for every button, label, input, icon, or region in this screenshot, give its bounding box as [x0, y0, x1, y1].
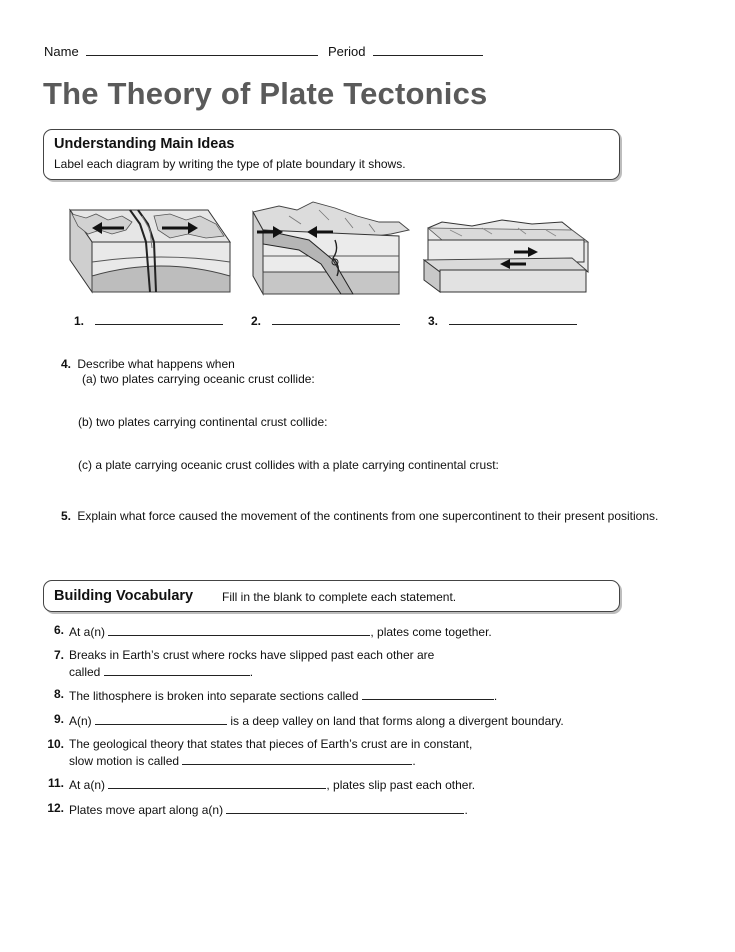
vocab-6-number: 6.: [53, 623, 64, 637]
vocab-9-blank[interactable]: [95, 712, 227, 725]
vocab-9-number: 9.: [53, 712, 64, 726]
vocab-6: At a(n) , plates come together.: [69, 625, 492, 639]
section-heading: Building Vocabulary: [54, 588, 194, 604]
diagram-label-2: 2.: [251, 312, 400, 328]
vocab-12-number: 12.: [47, 801, 64, 815]
diagram-answer-1[interactable]: [95, 312, 223, 325]
understanding-main-ideas-box: [43, 129, 620, 180]
name-period-header: [44, 43, 483, 59]
vocab-7-number: 7.: [53, 648, 64, 662]
vocab-8-number: 8.: [53, 687, 64, 701]
name-field[interactable]: [86, 43, 318, 56]
vocab-11-number: 11.: [47, 776, 64, 790]
vocab-10-blank[interactable]: [182, 752, 412, 765]
vocab-7-blank[interactable]: [104, 663, 250, 676]
diagram-answer-2[interactable]: [272, 312, 400, 325]
vocab-11-blank[interactable]: [108, 776, 326, 789]
vocab-11: At a(n) , plates slip past each other.: [69, 778, 476, 792]
period-label: Period: [327, 44, 366, 59]
diagram-divergent-boundary: [66, 200, 234, 296]
vocab-6-blank[interactable]: [108, 623, 370, 636]
section-instruction: Label each diagram by writing the type of plate boundary it shows.: [54, 157, 406, 171]
diagram-convergent-boundary: [249, 200, 413, 298]
question-4b: (b) two plates carrying continental crust collide:: [78, 415, 328, 429]
name-label: Name: [44, 44, 79, 59]
section-instruction: Fill in the blank to complete each statement.: [222, 590, 457, 604]
vocab-8-blank[interactable]: [362, 687, 494, 700]
diagram-answer-3[interactable]: [449, 312, 577, 325]
vocab-8: The lithosphere is broken into separate sections called .: [69, 689, 498, 703]
vocab-9: A(n) is a deep valley on land that forms along a divergent boundary.: [69, 714, 564, 728]
diagram-label-3: 3.: [428, 312, 577, 328]
question-4c: (c) a plate carrying oceanic crust collides with a plate carrying continental crust:: [78, 458, 499, 472]
section-heading: Understanding Main Ideas: [54, 136, 235, 152]
question-4a: (a) two plates carrying oceanic crust collide:: [82, 372, 315, 386]
vocab-12-blank[interactable]: [226, 801, 464, 814]
page-title: The Theory of Plate Tectonics: [43, 76, 488, 111]
diagram-label-1: 1.: [74, 312, 223, 328]
vocab-10: The geological theory that states that pieces of Earth’s crust are in constant, slow motion is called .: [69, 737, 473, 768]
question-5: 5. Explain what force caused the movement of the continents from one supercontinent to their present positions.: [61, 509, 659, 523]
building-vocabulary-box: [43, 580, 620, 612]
question-4: 4. Describe what happens when: [61, 357, 235, 371]
vocab-7: Breaks in Earth’s crust where rocks have slipped past each other are called .: [69, 648, 435, 679]
vocab-10-number: 10.: [47, 737, 64, 751]
diagram-transform-boundary: [422, 200, 592, 296]
period-field[interactable]: [373, 43, 483, 56]
vocab-12: Plates move apart along a(n) .: [69, 803, 468, 817]
